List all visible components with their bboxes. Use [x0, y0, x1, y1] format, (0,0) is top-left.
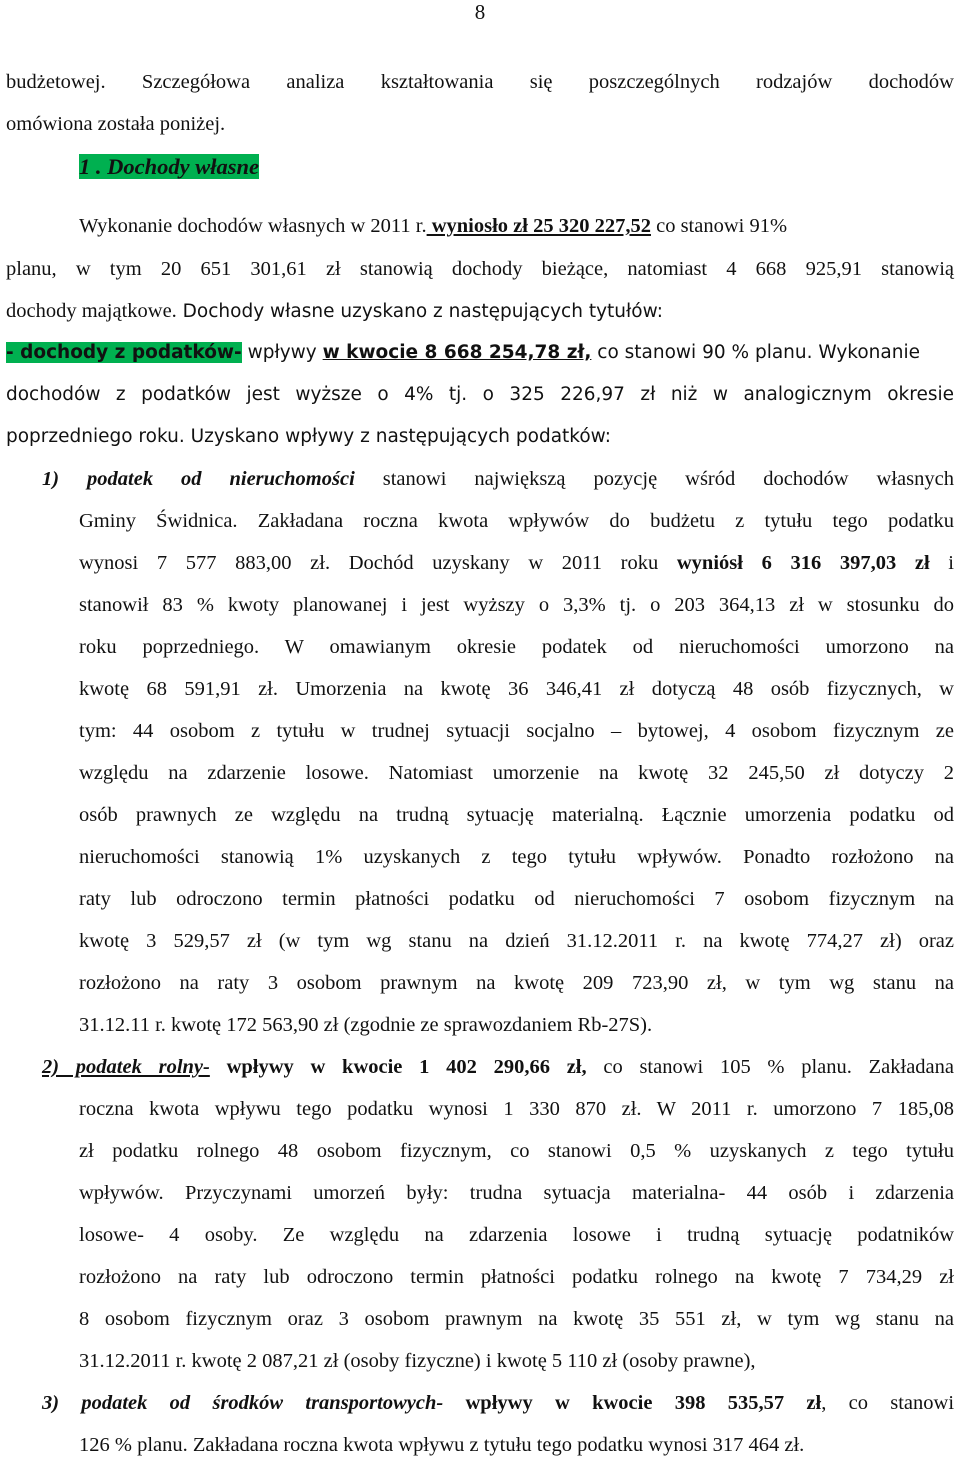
text-line: [6, 340, 920, 366]
text-line: [79, 550, 954, 576]
text-line: roczna kwota wpływu tego podatku wynosi 1 330 870 zł. W 2011 r. umorzono 7 185,08: [79, 1098, 954, 1120]
text-line: stanowił 83 % kwoty planowanej i jest wyższy o 3,3% tj. o 203 364,13 zł w stosunku do: [79, 594, 954, 616]
text-line: losowe- 4 osoby. Ze względu na zdarzenia losowe i trudną sytuację podatników: [79, 1224, 954, 1246]
text-span: wpływy: [241, 342, 323, 363]
text-line: planu, w tym 20 651 301,61 zł stanowią dochody bieżące, natomiast 4 668 925,91 stanowią: [6, 258, 954, 280]
text-span: co stanowi 90 % planu. Wykonanie: [591, 342, 920, 363]
text-line: rozłożono na raty 3 osobom prawnym na kwotę 209 723,90 zł, w tym wg stanu na: [79, 972, 954, 994]
text-span: co stanowi 91%: [650, 215, 788, 237]
amount-transport-tax: wpływy w kwocie 398 535,57 zł: [443, 1392, 822, 1414]
text-span: Dochody własne uzyskano z następujących tytułów:: [176, 301, 663, 322]
text-span: Uzyskano wpływy z następujących podatków:: [184, 426, 612, 447]
text-span: i: [929, 552, 954, 574]
text-line: kwotę 3 529,57 zł (w tym wg stanu na dzień 31.12.2011 r. na kwotę 774,27 zł) oraz: [79, 930, 954, 952]
text-span: dochody majątkowe.: [6, 300, 177, 322]
text-line: 8 osobom fizycznym oraz 3 osobom prawnym na kwotę 35 551 zł, w tym wg stanu na: [79, 1308, 954, 1330]
amount-total: wyniosło zł 25 320 227,52: [426, 215, 651, 237]
list-item-title: 1) podatek od nieruchomości: [42, 468, 355, 490]
text-line: kwotę 68 591,91 zł. Umorzenia na kwotę 36 346,41 zł dotyczą 48 osób fizycznych, w: [79, 678, 954, 700]
text-line: raty lub odroczono termin płatności podatku od nieruchomości 7 osobom fizycznym na: [79, 888, 954, 910]
text-span: poprzedniego roku.: [6, 426, 185, 447]
text-line: omówiona została poniżej.: [6, 113, 226, 135]
list-item-1: [42, 466, 954, 492]
section-heading: [79, 153, 259, 181]
text-span: co stanowi 105 % planu. Zakładana: [586, 1056, 954, 1078]
text-line: rozłożono na raty lub odroczono termin płatności podatku rolnego na kwotę 7 734,29 zł: [79, 1266, 954, 1288]
text-span: Wykonanie dochodów własnych w 2011 r.: [79, 215, 427, 237]
text-line: roku poprzedniego. W omawianym okresie podatek od nieruchomości umorzono na: [79, 636, 954, 658]
text-span: stanowi największą pozycję wśród dochodów własnych: [354, 468, 954, 490]
list-item-2: [42, 1054, 954, 1080]
text-line: tym: 44 osobom z tytułu w trudnej sytuacji socjalno – bytowej, 4 osobom fizycznym ze: [79, 720, 954, 742]
amount-agri-tax: wpływy w kwocie 1 402 290,66 zł,: [209, 1056, 587, 1078]
text-line: [6, 424, 611, 450]
list-item-title: 2) podatek rolny-: [42, 1056, 210, 1078]
text-line: 126 % planu. Zakładana roczna kwota wpływu z tytułu tego podatku wynosi 317 464 zł.: [79, 1434, 805, 1456]
text-line: 31.12.2011 r. kwotę 2 087,21 zł (osoby fizyczne) i kwotę 5 110 zł (osoby prawne),: [79, 1350, 756, 1372]
text-line: [6, 298, 663, 325]
text-line: względu na zdarzenie losowe. Natomiast umorzenie na kwotę 32 245,50 zł dotyczy 2: [79, 762, 954, 784]
list-item-3: [42, 1390, 954, 1416]
section-heading-label: 1 . Dochody własne: [79, 154, 259, 179]
text-line: osób prawnych ze względu na trudną sytuację materialną. Łącznie umorzenia podatku od: [79, 804, 954, 826]
text-line: 31.12.11 r. kwotę 172 563,90 zł (zgodnie ze sprawozdaniem Rb-27S).: [79, 1014, 653, 1036]
text-line: Gminy Świdnica. Zakładana roczna kwota wpływów do budżetu z tytułu tego podatku: [79, 510, 954, 532]
highlighted-label: - dochody z podatków-: [6, 342, 242, 363]
text-line: budżetowej. Szczegółowa analiza kształtowania się poszczególnych rodzajów dochodów: [6, 71, 954, 93]
text-line: wpływów. Przyczynami umorzeń były: trudna sytuacja materialna- 44 osób i zdarzenia: [79, 1182, 954, 1204]
text-span: , co stanowi: [821, 1392, 955, 1414]
text-line: dochodów z podatków jest wyższe o 4% tj. o 325 226,97 zł niż w analogicznym okresie: [6, 384, 954, 405]
amount-property-tax: wyniósł 6 316 397,03 zł: [676, 552, 930, 574]
page-number: 8: [474, 0, 486, 24]
amount-taxes: w kwocie 8 668 254,78 zł,: [322, 342, 592, 363]
text-line: nieruchomości stanowią 1% uzyskanych z tego tytułu wpływów. Ponadto rozłożono na: [79, 846, 954, 868]
text-line: [79, 213, 787, 239]
list-item-title: 3) podatek od środków transportowych-: [42, 1392, 444, 1414]
text-line: zł podatku rolnego 48 osobom fizycznym, co stanowi 0,5 % uzyskanych z tego tytułu: [79, 1140, 954, 1162]
text-span: wynosi 7 577 883,00 zł. Dochód uzyskany w 2011 roku: [79, 552, 677, 574]
